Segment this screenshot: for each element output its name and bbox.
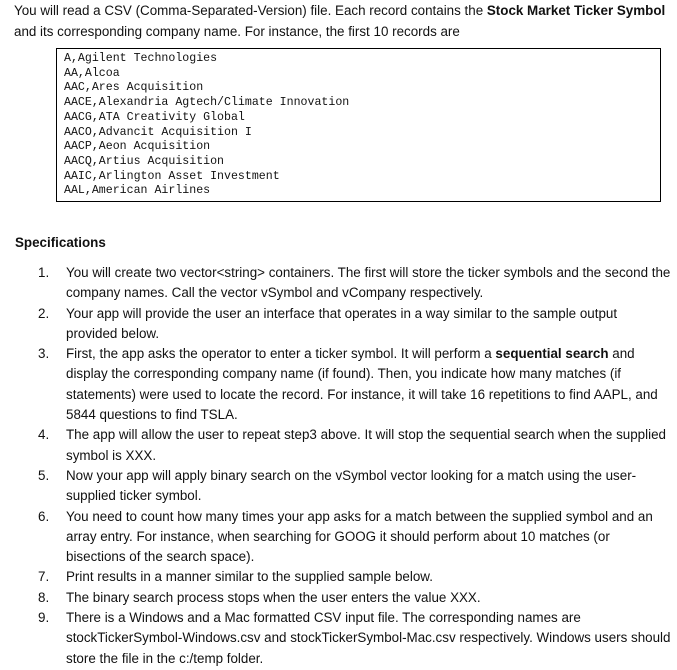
- intro-paragraph: [14, 0, 674, 42]
- csv-record-line: AACQ,Artius Acquisition: [64, 154, 225, 168]
- csv-record-line: A,Agilent Technologies: [64, 52, 218, 65]
- spec-item: [0, 304, 677, 345]
- spec-item-text: You need to count how many times your app asks for a match between the supplied symbol and an array entry. For instance, when searching for GOOG it should perform about 10 matches (or bisections of the search space).: [66, 508, 653, 565]
- csv-record-line: AAL,American Airlines: [64, 184, 211, 198]
- specifications-list: [0, 263, 677, 669]
- csv-record-line: AACO,Advancit Acquisition I: [64, 125, 252, 139]
- spec-item-number: 8.: [38, 589, 50, 605]
- spec-item-number: 5.: [38, 467, 50, 483]
- spec-item-number: 4.: [38, 427, 50, 443]
- spec-item: [0, 466, 677, 507]
- intro-text-end: and its corresponding company name. For instance, the first 10 records are: [14, 24, 460, 39]
- spec-item: [0, 567, 677, 587]
- spec-item-text: Print results in a manner similar to the supplied sample below.: [66, 569, 433, 585]
- intro-text-start: You will read a CSV (Comma-Separated-Version) file. Each record contains the: [14, 3, 487, 18]
- spec-item-number: 6.: [38, 508, 50, 524]
- spec-item: [0, 425, 677, 466]
- spec-item-text: The binary search process stops when the user enters the value XXX.: [66, 589, 481, 605]
- intro-bold-term: Stock Market Ticker Symbol: [486, 3, 666, 18]
- spec-item: [0, 263, 677, 304]
- spec-item: [0, 507, 677, 568]
- csv-record-line: AA,Alcoa: [64, 66, 120, 80]
- csv-record-line: AAIC,Arlington Asset Investment: [64, 169, 280, 183]
- spec-item-number: 9.: [38, 610, 50, 626]
- spec-item: [0, 344, 677, 425]
- spec-item-text: There is a Windows and a Mac formatted CSV input file. The corresponding names are stockTickerSymbol-Windows.csv and stockTickerSymbol-Mac.csv respectively. Windows users should store the file in the c:/temp folder.: [66, 610, 671, 666]
- spec-item-bold-term: sequential search: [495, 346, 609, 362]
- spec-item-text: First, the app asks the operator to enter a ticker symbol. It will perform a: [66, 346, 496, 362]
- spec-item-number: 3.: [38, 346, 50, 362]
- spec-item: [0, 608, 677, 669]
- csv-record-line: AACG,ATA Creativity Global: [64, 110, 245, 124]
- spec-item-text: You will create two vector<string> containers. The first will store the ticker symbols and the second the company names. Call the vector vSymbol and vCompany respectively.: [66, 265, 671, 301]
- spec-item-number: 2.: [38, 305, 50, 321]
- spec-item-number: 7.: [38, 569, 50, 585]
- spec-item-number: 1.: [38, 265, 50, 280]
- spec-item-text: Your app will provide the user an interface that operates in a way similar to the sample output provided below.: [66, 305, 618, 341]
- csv-record-line: AAC,Ares Acquisition: [64, 81, 204, 95]
- csv-record-line: AACE,Alexandria Agtech/Climate Innovation: [64, 96, 350, 110]
- spec-item-text: Now your app will apply binary search on the vSymbol vector looking for a match using the user-supplied ticker symbol.: [66, 467, 637, 504]
- spec-item-text: The app will allow the user to repeat step3 above. It will stop the sequential search when the supplied symbol is XXX.: [66, 427, 666, 463]
- csv-sample-box: [56, 48, 661, 202]
- spec-item: [0, 588, 677, 608]
- specifications-heading: Specifications: [15, 235, 106, 250]
- spec-item-text: and display the corresponding company name (if found). Then, you indicate how many matches (if statements) were used to locate the record. For instance, it will take 16 repetitions to find AAPL, and 5844 questions to find TSLA.: [66, 346, 658, 423]
- csv-record-line: AACP,Aeon Acquisition: [64, 140, 211, 154]
